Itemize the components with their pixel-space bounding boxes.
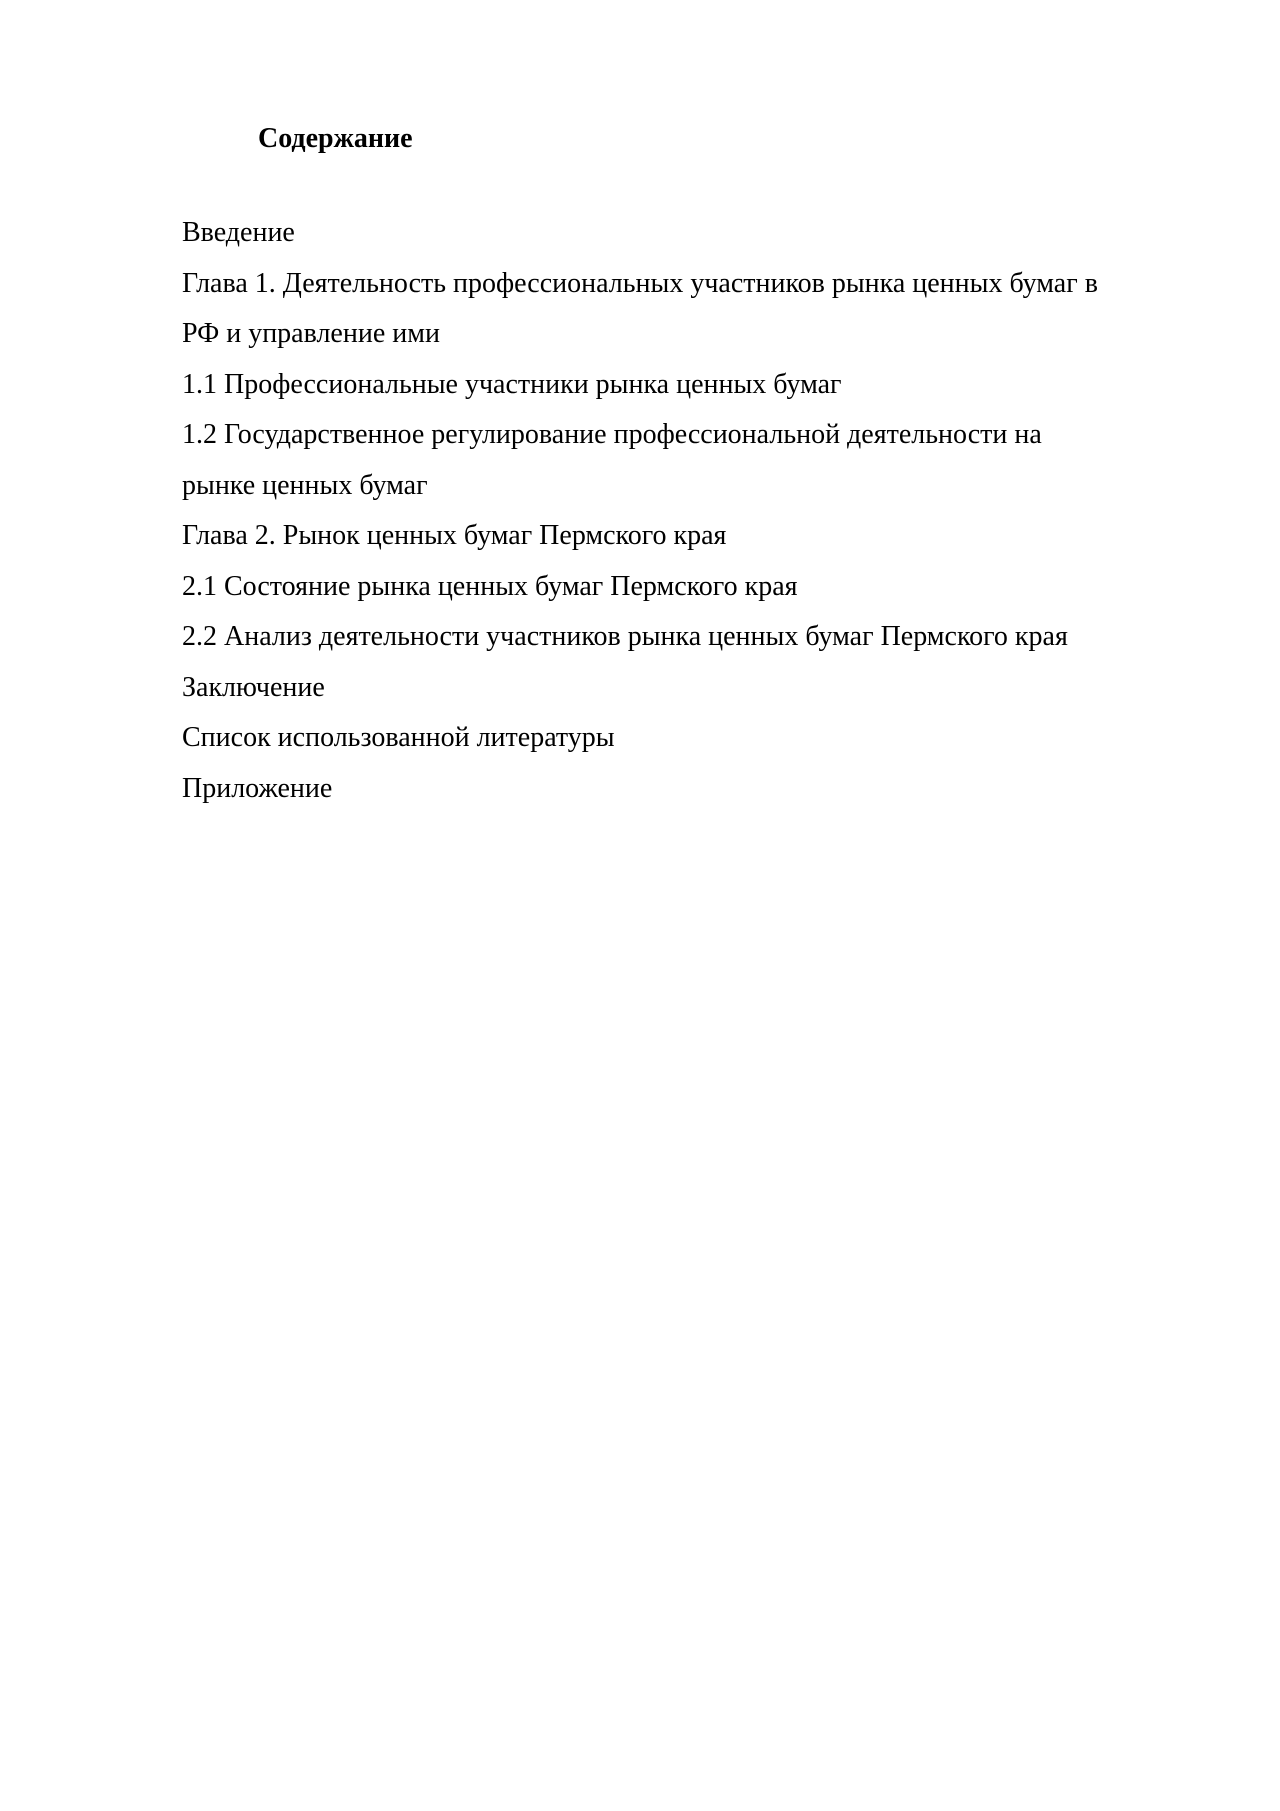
toc-item-conclusion: Заключение [182, 671, 325, 703]
toc-item-chapter-1: Глава 1. Деятельность профессиональных участников рынка ценных бумаг в [182, 267, 1098, 299]
toc-item-section-1-1: 1.1 Профессиональные участники рынка ценных бумаг [182, 368, 842, 400]
toc-item-section-2-1: 2.1 Состояние рынка ценных бумаг Пермского края [182, 570, 798, 602]
toc-item-chapter-2: Глава 2. Рынок ценных бумаг Пермского края [182, 520, 727, 551]
toc-item-introduction: Введение [182, 217, 295, 248]
toc-item-section-1-2: 1.2 Государственное регулирование профессиональной деятельности на [182, 419, 1042, 450]
table-of-contents [182, 208, 1182, 814]
toc-title: Содержание [258, 123, 413, 154]
toc-item-appendix: Приложение [182, 772, 333, 804]
toc-item-section-1-2-continued: рынке ценных бумаг [182, 469, 428, 501]
toc-item-bibliography: Список использованной литературы [182, 722, 615, 753]
toc-item-chapter-1-continued: РФ и управление ими [182, 318, 440, 349]
toc-item-section-2-2: 2.2 Анализ деятельности участников рынка ценных бумаг Пермского края [182, 621, 1068, 652]
